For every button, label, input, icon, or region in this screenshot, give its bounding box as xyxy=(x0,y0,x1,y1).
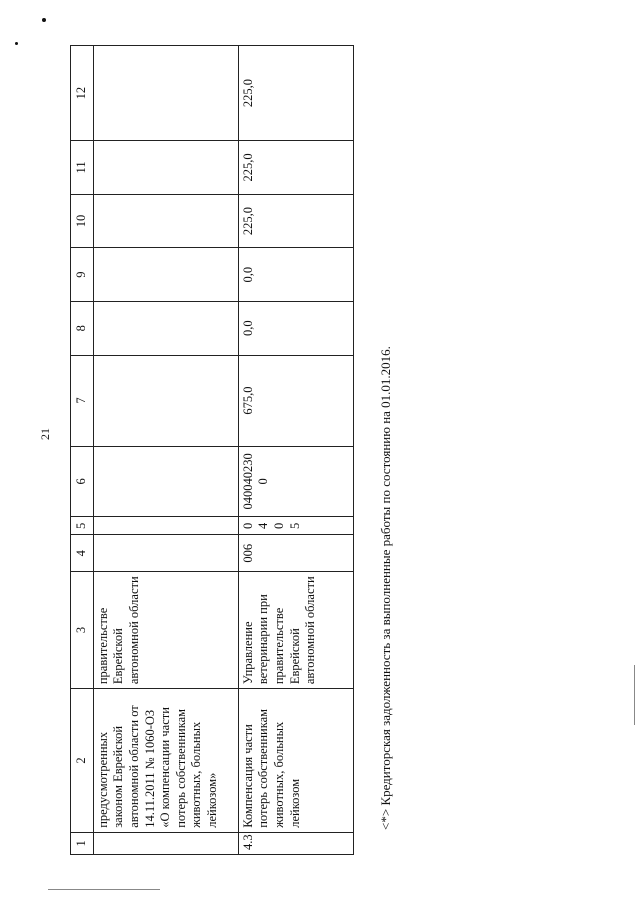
cell-code xyxy=(93,446,238,517)
cell-number xyxy=(93,832,238,854)
header-cell: 10 xyxy=(71,194,94,248)
header-cell: 12 xyxy=(71,46,94,141)
scan-speck xyxy=(42,18,46,22)
scan-line xyxy=(48,889,160,890)
rotated-table-container xyxy=(70,45,600,855)
cell-value xyxy=(93,46,238,141)
cell-value: 0,0 xyxy=(238,301,353,355)
cell-value: 225,0 xyxy=(238,46,353,141)
cell-value: 225,0 xyxy=(238,194,353,248)
cell-code: 0405 xyxy=(238,517,353,535)
header-row xyxy=(71,46,94,855)
header-cell: 11 xyxy=(71,141,94,195)
budget-table xyxy=(70,45,354,855)
cell-code xyxy=(93,535,238,571)
cell-number: 4.3 xyxy=(238,832,353,854)
cell-agency: правительстве Еврейской автономной области xyxy=(93,571,238,688)
table-row xyxy=(93,46,238,855)
cell-code xyxy=(93,517,238,535)
header-cell: 5 xyxy=(71,517,94,535)
cell-value xyxy=(93,248,238,302)
cell-value xyxy=(93,141,238,195)
cell-code: 006 xyxy=(238,535,353,571)
header-cell: 1 xyxy=(71,832,94,854)
table-row xyxy=(238,46,353,855)
cell-value xyxy=(93,301,238,355)
cell-description: предусмотренных законом Еврейской автономной области от 14.11.2011 № 1060-ОЗ «О компенсации части потерь собственникам животных, больных лейкозом» xyxy=(93,689,238,833)
cell-agency: Управление ветеринарии при правительстве Еврейской автономной области xyxy=(238,571,353,688)
header-cell: 6 xyxy=(71,446,94,517)
cell-value: 675,0 xyxy=(238,355,353,446)
page-number: 21 xyxy=(38,428,52,440)
header-cell: 2 xyxy=(71,689,94,833)
header-cell: 4 xyxy=(71,535,94,571)
scan-line xyxy=(634,665,635,725)
footnote: <*> Кредиторская задолженность за выполненные работы по состоянию на 01.01.2016. xyxy=(378,346,393,830)
header-cell: 8 xyxy=(71,301,94,355)
cell-value xyxy=(93,194,238,248)
scan-speck xyxy=(15,42,18,45)
header-cell: 9 xyxy=(71,248,94,302)
cell-value xyxy=(93,355,238,446)
cell-code: 0400402300 xyxy=(238,446,353,517)
header-cell: 3 xyxy=(71,571,94,688)
header-cell: 7 xyxy=(71,355,94,446)
cell-description: Компенсация части потерь собственникам животных, больных лейкозом xyxy=(238,689,353,833)
cell-value: 0,0 xyxy=(238,248,353,302)
cell-value: 225,0 xyxy=(238,141,353,195)
